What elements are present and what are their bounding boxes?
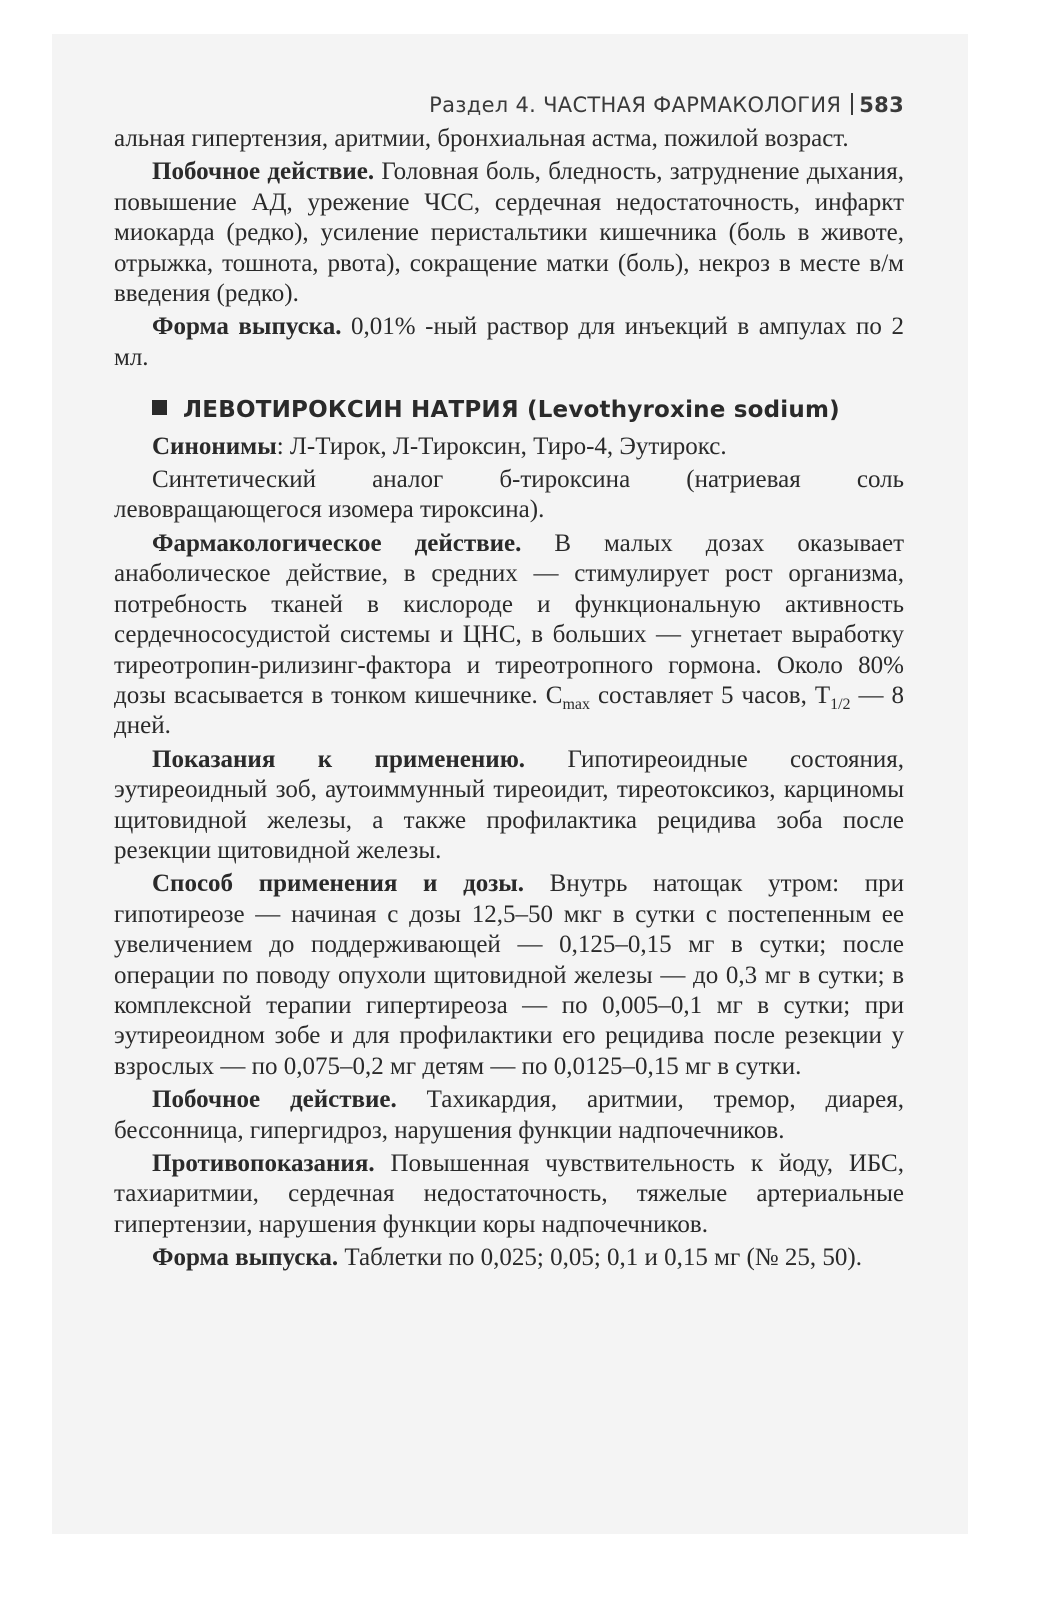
section-title: Раздел 4. ЧАСТНАЯ ФАРМАКОЛОГИЯ — [429, 93, 842, 117]
continuation-paragraph: альная гипертензия, аритмии, бронхиальная астма, пожилой возраст. — [114, 125, 849, 152]
form-paragraph — [114, 1243, 904, 1273]
drug-title: ЛЕВОТИРОКСИН НАТРИЯ (Levothyroxine sodium) — [183, 397, 840, 424]
prev-form-paragraph — [114, 312, 904, 373]
pharm-action-text: В малых дозах оказывает анаболическое действие, в средних — стимулирует рост организма, потребность тканей в кислороде и функциональную активность сердечнососудистой системы и ЦНС, в больших — угнетает выработку тиреотропин-рилизинг-фактора и тиреотропного гормона. Около 80% дозы всасывается в тонком кишечнике. C — [114, 529, 905, 709]
indications-text: Гипотиреоидные состояния, эутиреоидный зоб, аутоиммунный тиреоидит, тиреотоксикоз, карциномы щитовидной железы, а также профилактика рецидива зоба после резекции щитовидной железы. — [114, 745, 904, 864]
synonyms-text: : Л-Тирок, Л-Тироксин, Тиро-4, Эутирокс. — [276, 432, 727, 460]
prev-side-effects-text: Головная боль, бледность, затруднение дыхания, повышение АД, урежение ЧСС, сердечная недостаточность, инфаркт миокарда (редко), усиление перистальтики кишечника (боль в животе, отрыжка, тошнота, рвота), сокращение матки (боль), некроз в месте в/м введения (редко). — [114, 158, 905, 308]
indications-term: Показания к применению. — [152, 745, 526, 773]
bullet-square-icon — [152, 400, 167, 415]
pharm-action-end: — 8 дней. — [114, 681, 904, 740]
dosage-term: Способ применения и дозы. — [152, 870, 525, 898]
drug-heading — [152, 395, 904, 425]
dosage-paragraph — [114, 869, 904, 1082]
pharm-action-mid: составляет 5 часов, T — [589, 681, 831, 709]
side-effects-text: Тахикардия, аритмии, тремор, диарея, бессонница, гипергидроз, нарушения функции надпочечников. — [114, 1086, 905, 1144]
indications-paragraph — [114, 745, 904, 867]
prev-side-effects-term: Побочное действие. — [152, 158, 375, 186]
description-paragraph: Синтетический аналог б-тироксина (натриевая соль левовращающегося изомера тироксина). — [114, 466, 904, 524]
page-number: 583 — [859, 93, 904, 117]
pharm-action-paragraph — [114, 529, 904, 742]
prev-form-term: Форма выпуска. — [152, 313, 342, 341]
side-effects-paragraph — [114, 1085, 904, 1146]
header-separator — [851, 93, 853, 115]
contraindications-term: Противопоказания. — [152, 1150, 375, 1177]
prev-form-text: 0,01% -ный раствор для инъекций в ампулах по 2 мл. — [114, 313, 904, 371]
contraindications-text: Повышенная чувствительность к йоду, ИБС, тахиаритмии, сердечная недостаточность, тяжелые артериальные гипертензии, нарушения функции коры надпочечников. — [114, 1150, 904, 1238]
running-header — [114, 90, 904, 120]
book-page — [114, 90, 904, 1274]
form-text: Таблетки по 0,025; 0,05; 0,1 и 0,15 мг (№ 25, 50). — [338, 1244, 862, 1272]
prev-side-effects-paragraph — [114, 157, 904, 309]
synonyms-term: Синонимы — [152, 432, 277, 460]
side-effects-term: Побочное действие. — [152, 1086, 397, 1114]
synonyms-paragraph — [114, 432, 904, 462]
cmax-subscript: max — [562, 695, 590, 713]
form-term: Форма выпуска. — [152, 1244, 339, 1272]
half-life-subscript: 1/2 — [830, 695, 851, 713]
contraindications-paragraph — [114, 1149, 904, 1240]
pharm-action-term: Фармакологическое действие. — [152, 529, 522, 557]
dosage-text: Внутрь натощак утром: при гипотиреозе — начиная с дозы 12,5–50 мкг в сутки с постепенным ее увеличением до поддерживающей — 0,125–0,15 мг в сутки; после операции по поводу опухоли щитовидной железы — до 0,3 мг в сутки; в комплексной терапии гипертиреоза — по 0,005–0,1 мг в сутки; при эутиреоидном зобе и для профилактики его рецидива после резекции у взрослых — по 0,075–0,2 мг детям — по 0,0125–0,15 мг в сутки. — [114, 870, 904, 1080]
